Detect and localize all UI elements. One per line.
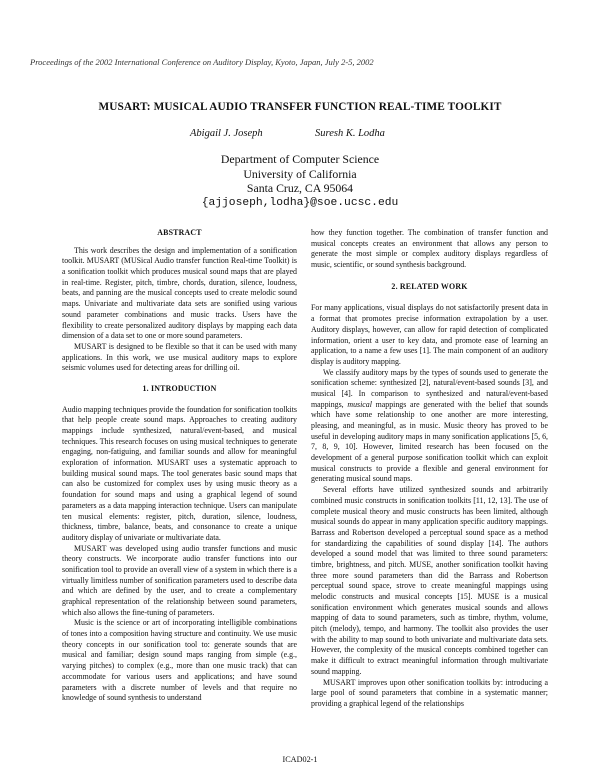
right-column — [311, 228, 548, 710]
author-2: Suresh K. Lodha — [315, 128, 385, 139]
conference-header: Proceedings of the 2002 International Conference on Auditory Display, Kyoto, Japan, July 2-5, 2002 — [30, 57, 374, 67]
abstract-heading: ABSTRACT — [157, 228, 202, 237]
paper-title: MUSART: MUSICAL AUDIO TRANSFER FUNCTION REAL-TIME TOOLKIT — [98, 101, 502, 113]
intro-paragraph-1: Audio mapping techniques provide the foundation for sonification toolkits that help people create sound maps. Approaches to creating auditory mappings include synthesized, natural/event-based, and musical techniques. This research focuses on using musical techniques to generate engaging, non-fatiguing, and familiar sounds and allow for meaningful exploration of information. MUSART uses a systematic approach to building musical sound maps. The tool generates basic sound maps that can also be customized for complex uses by using music theory as a foundation for sound maps and using a graphical legend of sound parameters as a data mapping interaction technique. Users can manipulate ten musical elements: register, pitch, duration, silence, loudness, thickness, timbre, balance, beats, and consonance to create a unique auditory display of univariate or multivariate data. — [62, 404, 297, 542]
intro-paragraph-3: Music is the science or art of incorporating intelligible combinations of tones into a composition having structure and continuity. We use music theory concepts in our sonification tool to: generate sounds that are musical and familiar; design sound maps ranging from simple (e.g., varying pitches) to complex (e.g., more than one music track) that can accommodate for various users and applications; and have sound parameters with a discrete number of levels and that require no knowledge of sound synthesis to understand — [62, 618, 297, 703]
abstract-paragraph-1: This work describes the design and implementation of a sonification toolkit. MUSART (MUSical Audio transfer function Real-time Toolkit) is a sonification toolkit which produces musical sound maps that are played in real-time. Register, pitch, timbre, chords, duration, silence, loudness, beats, and panning are the musical concepts used to create melodic sound maps. Univariate and multivariate data sets are sonified using various sound parameter combinations and music tracks. Users have the flexibility to create personalized auditory displays by mapping each data dimension of a data set to one or more sound parameters. — [62, 245, 297, 341]
related-p2-part-b: mappings are generated with the belief that sounds which have some relationship to one another are more interesting, pleasing, and meaningful, as in music. Music theory has proved to be useful in developing auditory maps in many sonification applications [5, 6, 7, 8, 9, 10]. However, limited research has been focused on the development of a general purpose sonification toolkit which can exploit musical constructs to provide a flexible and general environment for generating musical sound maps. — [311, 399, 548, 484]
related-paragraph-1: For many applications, visual displays do not satisfactorily present data in a format that promotes precise information extrapolation by a user. Auditory displays, however, can allow for rapid detection of complicated information, orient a user to key data, and promote ease of learning an application, to a name a few uses [1]. The main component of an auditory display is auditory mapping. — [311, 303, 548, 366]
introduction-heading: 1. INTRODUCTION — [142, 383, 217, 393]
author-1: Abigail J. Joseph — [190, 128, 263, 139]
related-p2-emphasis: musical — [347, 399, 372, 409]
intro-paragraph-2: MUSART was developed using audio transfer functions and music theory constructs. We incorporate audio transfer functions into our sonification tool to provide an overall view of a system in which there is a virtually limitless number of sonification parameters used to describe data and which are defined by the user, and to create a complementary graphical representation of the relationship between sound parameters, which also allows the fine-tuning of parameters. — [62, 543, 297, 617]
related-paragraph-3: Several efforts have utilized synthesized sounds and arbitrarily combined music constructs in sonification toolkits [11, 12, 13]. The use of complete musical theory and music constructs has been limited, although musical sounds do appear in many application specific auditory mappings. Barrass and Robertson developed a perceptual sound space as a method for standardizing the capabilities of sound display [14]. The authors developed a sound model that was limited to three sound parameters: timbre, brightness, and pitch. MUSE, another sonification toolkit having three more sound parameters than did the Barrass and Robertson perceptual sound space, strove to create meaningful mappings using melodic constructs and musical concepts [15]. MUSE is a musical sonification environment which generates musical sounds and allows mapping of data to sound parameters, such as timbre, rhythm, volume, pitch (melody), tempo, and harmony. The toolkit also provides the user with the ability to map sound to both univariate and multivariate data sets. However, the complexity of the musical concepts combined together can make it difficult to extract meaningful information through multivariate sound mapping. — [311, 485, 548, 676]
university: University of California — [243, 166, 357, 181]
department: Department of Computer Science — [220, 152, 380, 166]
abstract-continuation: how they function together. The combination of transfer function and musical concepts creates an environment that allows any person to generate the most simple or complex auditory displays regardless of music, scientific, or sound synthesis background. — [311, 228, 548, 270]
email-address: {ajjoseph,lodha}@soe.ucsc.edu — [201, 196, 399, 209]
related-p2-part-a: We classify auditory maps by the types of sounds used to generate the sonification scheme: synthesized [2], natural/event-based sounds [3], and musical [4]. In comparison to synthesized and natural/event-based mappings, — [311, 367, 548, 409]
left-column — [62, 228, 297, 704]
affiliation-block — [0, 152, 600, 210]
related-work-heading: 2. RELATED WORK — [391, 281, 468, 291]
city: Santa Cruz, CA 95064 — [246, 181, 354, 195]
abstract-paragraph-2: MUSART is designed to be flexible so that it can be used with many applications. In this work, we use musical auditory maps to explore seismic volumes used for detecting areas for drilling oil. — [62, 341, 297, 373]
related-paragraph-4: MUSART improves upon other sonification toolkits by: introducing a large pool of sound parameters that combine in a systematic manner; providing a graphical legend of the relationships — [311, 677, 548, 708]
related-paragraph-2 — [311, 368, 548, 486]
page-footer: ICAD02-1 — [282, 755, 318, 764]
